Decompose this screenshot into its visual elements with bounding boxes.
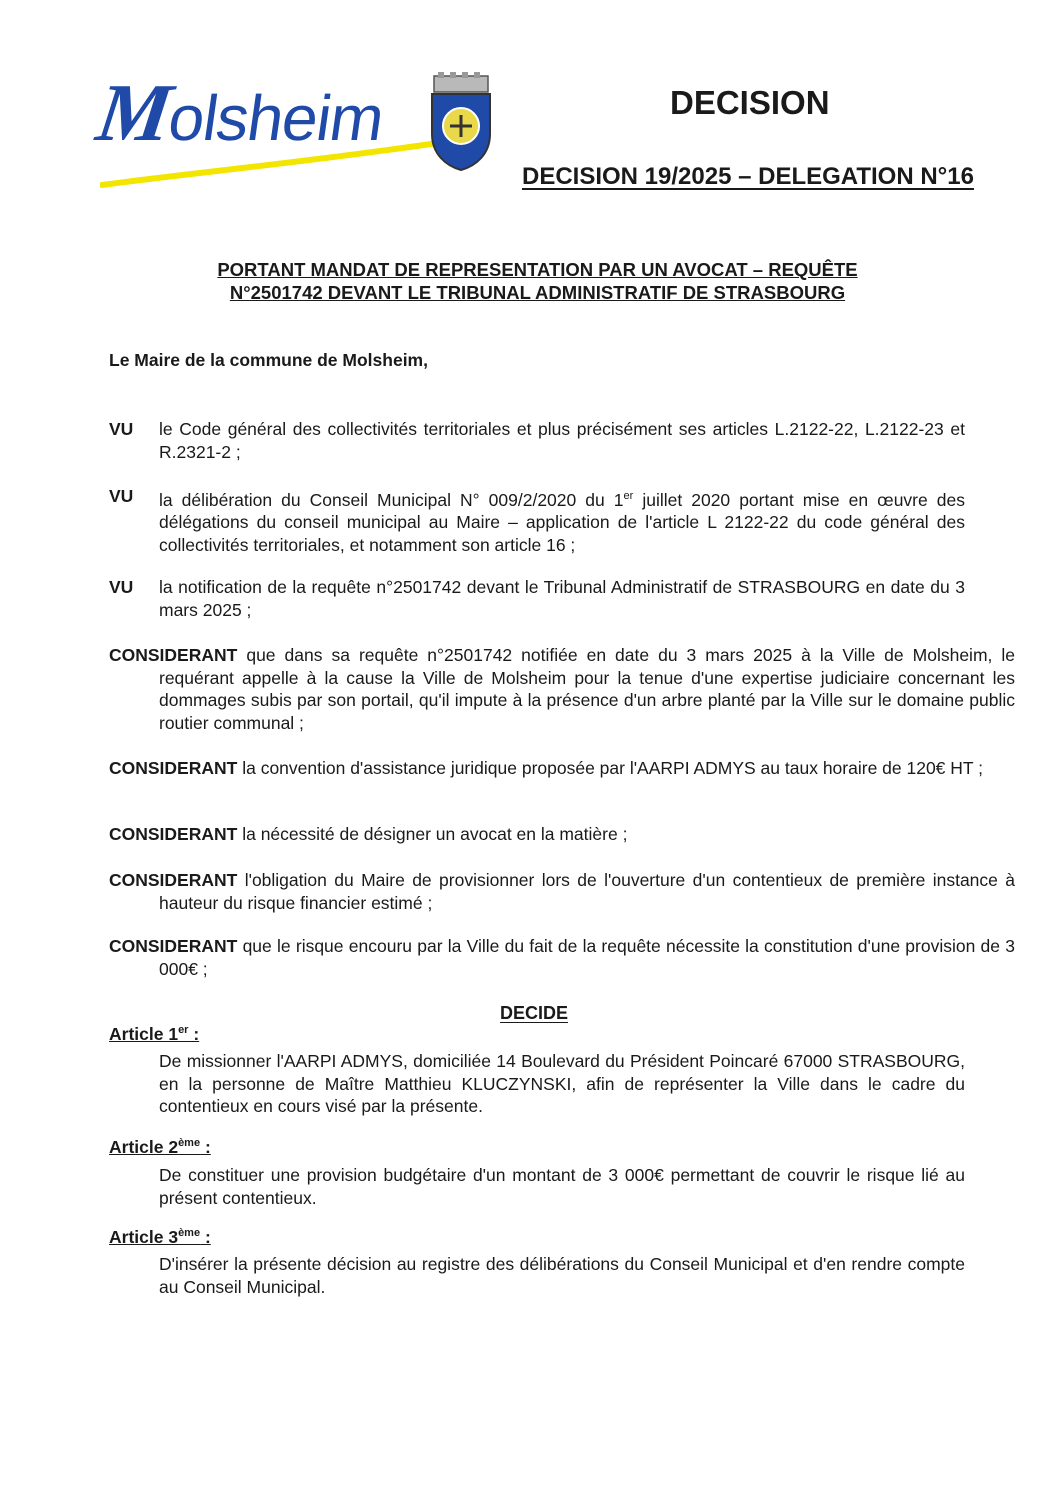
article-2-title: Article 2ème : [109,1137,211,1157]
considerant-label: CONSIDERANT [109,758,238,778]
considerant-label: CONSIDERANT [109,936,238,956]
vu-text: la notification de la requête n°2501742 devant le Tribunal Administratif de STRASBOURG en date du 3 mars 2025 ; [159,577,965,620]
considerant-label: CONSIDERANT [109,870,238,890]
considerant-paragraph: CONSIDERANT la nécessité de désigner un avocat en la matière ; [109,824,628,844]
decide-heading: DECIDE [500,1003,569,1023]
document-type-title: DECISION [670,84,830,121]
subject-line-1: PORTANT MANDAT DE REPRESENTATION PAR UN AVOCAT – REQUÊTE [217,259,858,280]
logo-swoosh-icon [100,135,440,195]
considerant-paragraph: CONSIDERANT la convention d'assistance juridique proposée par l'AARPI ADMYS au taux horaire de 120€ HT ; [109,758,984,778]
decision-subject [110,258,965,304]
considerant-paragraph: CONSIDERANT que dans sa requête n°2501742 notifiée en date du 3 mars 2025 à la Ville de Molsheim, le requérant appelle à la cause la Ville de Molsheim pour la tenue d'une expertise judiciaire concernant les dommages subis par son portail, qu'il impute à la présence d'un arbre planté par la Ville sur le domaine public routier communal ; [109,645,1015,733]
vu-paragraph [109,576,965,621]
article-1-text: De missionner l'AARPI ADMYS, domiciliée 14 Boulevard du Président Poincaré 67000 STRASBOURG, en la personne de Maître Matthieu KLUCZYNSKI, afin de représenter la Ville dans le cadre du contentieux en cours visé par la présente. [159,1051,965,1116]
article-3-title: Article 3ème : [109,1227,211,1247]
vu-text: le Code général des collectivités territoriales et plus précisément ses articles L.2122-22, L.2122-23 et R.2321-2 ; [159,419,965,462]
vu-label: VU [109,577,134,597]
vu-text: la délibération du Conseil Municipal N° 009/2/2020 du 1er juillet 2020 portant mise en œuvre des délégations du conseil municipal au Maire – application de l'article L 2122-22 du code général des collectivités territoriales, et notamment son article 16 ; [159,489,965,555]
molsheim-logo-text: Molsheim [91,67,388,158]
mayor-intro: Le Maire de la commune de Molsheim, [109,350,428,370]
decision-number: DECISION 19/2025 – DELEGATION N°16 [522,163,974,190]
considerant-label: CONSIDERANT [109,645,238,665]
considerant-paragraph: CONSIDERANT l'obligation du Maire de provisionner lors de l'ouverture d'un contentieux de première instance à hauteur du risque financier estimé ; [109,870,1015,913]
town-crest-icon [428,72,494,172]
article-3-text: D'insérer la présente décision au registre des délibérations du Conseil Municipal et d'en rendre compte au Conseil Municipal. [159,1254,965,1297]
vu-paragraph [109,418,965,463]
vu-label: VU [109,419,134,439]
vu-label: VU [109,486,134,506]
article-2-text: De constituer une provision budgétaire d'un montant de 3 000€ permettant de couvrir le risque lié au présent contentieux. [159,1165,965,1208]
subject-line-2: N°2501742 DEVANT LE TRIBUNAL ADMINISTRATIF DE STRASBOURG [229,282,846,303]
considerant-paragraph: CONSIDERANT que le risque encouru par la Ville du fait de la requête nécessite la constitution d'une provision de 3 000€ ; [109,936,1015,979]
article-1-title: Article 1er : [109,1024,200,1044]
vu-paragraph [109,485,965,556]
considerant-label: CONSIDERANT [109,824,238,844]
